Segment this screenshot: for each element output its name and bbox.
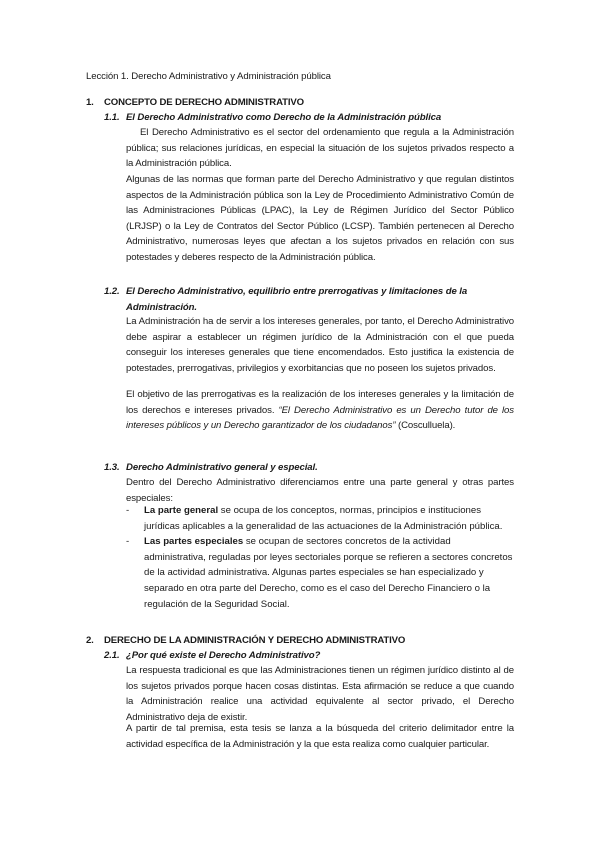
subsection-1-3-heading: [104, 460, 514, 476]
section-number: 2.: [86, 635, 94, 646]
paragraph: La Administración ha de servir a los intereses generales, por tanto, el Derecho Administrativo debe aspirar a establecer un régimen jurídico de la Administración con el que pueda conseguir los intereses generales que tiene encomendados. Esto justifica la existencia de potestades, prerrogativas, privilegios y exorbitancias que no poseen los sujetos privados.: [126, 316, 514, 374]
paragraph: Algunas de las normas que forman parte del Derecho Administrativo y que regulan distintos aspectos de la Administración pública son la Ley de Procedimiento Administrativo Común de las Administraciones Públicas (LPAC), la Ley de Régimen Jurídico del Sector Público (LRJSP) o la Ley de Contratos del Sector Público (LCSP). También pertenecen al Derecho Administrativo, numerosas leyes que afectan a los sujetos privados en relación con sus potestades y deberes respecto de la Administración pública.: [126, 174, 514, 263]
list-item: [126, 534, 514, 612]
subsection-number: 1.3.: [104, 462, 120, 473]
subsection-title: El Derecho Administrativo como Derecho de la Administración pública: [126, 112, 442, 123]
bullet-list: [126, 503, 514, 612]
paragraph: La respuesta tradicional es que las Administraciones tienen un régimen jurídico distinto al de los sujetos privados porque hacen cosas distintas. Esta afirmación se reduce a que cuando la Administración realice una actividad equivalente al sector privado, el Derecho Administrativo deja de existir.: [126, 665, 514, 723]
bullet-text: se ocupan de sectores concretos de la actividad administrativa, reguladas por leyes sectoriales porque se refieren a sectores concretos de la actividad administrativa. Algunas partes especiales se han especializado y separado en otra parte del Derecho, como es el caso del Derecho Financiero o la regulación de la Seguridad Social.: [144, 536, 513, 610]
subsection-number: 2.1.: [104, 650, 120, 661]
section-title: DERECHO DE LA ADMINISTRACIÓN Y DERECHO ADMINISTRATIVO: [104, 635, 406, 646]
section-number: 1.: [86, 97, 94, 108]
subsection-title: Derecho Administrativo general y especial.: [126, 462, 318, 473]
section-1-heading: [86, 95, 304, 111]
subsection-title: El Derecho Administrativo, equilibrio entre prerrogativas y limitaciones de la: [126, 286, 468, 297]
citation: (Cosculluela).: [395, 420, 456, 432]
paragraph: Dentro del Derecho Administrativo diferenciamos entre una parte general y otras partes especiales:: [126, 477, 514, 504]
document-title: Lección 1. Derecho Administrativo y Administración pública: [86, 71, 331, 82]
bullet-dash: -: [126, 536, 130, 548]
paragraph: A partir de tal premisa, esta tesis se lanza a la búsqueda del criterio delimitador entre la actividad específica de la Administración y la que esta realiza como cualquier particular.: [126, 723, 514, 750]
bullet-lead: La parte general: [144, 505, 219, 516]
paragraph: El Derecho Administrativo es el sector del ordenamiento que regula a la Administración pública; sus relaciones jurídicas, en especial la situación de los sujetos privados respecto a la Administración pública.: [126, 127, 514, 170]
bullet-dash: -: [126, 505, 130, 516]
bullet-lead: Las partes especiales: [144, 536, 244, 548]
subsection-1-1-heading: [104, 110, 514, 126]
bullet-text: se ocupa de los conceptos, normas, principios e instituciones jurídicas aplicables a la generalidad de las actuaciones de la Administración pública.: [144, 505, 503, 532]
subsection-title: ¿Por qué existe el Derecho Administrativo?: [126, 650, 321, 661]
paragraph-with-quote: [126, 387, 514, 434]
subsection-1-2-heading: [104, 284, 514, 315]
paragraph-text: El objetivo de las prerrogativas es la realización de los intereses generales y la limitación de los derechos e intereses privados.: [126, 389, 514, 416]
section-title: CONCEPTO DE DERECHO ADMINISTRATIVO: [104, 97, 304, 108]
subsection-2-1-heading: [104, 648, 514, 664]
subsection-number: 1.2.: [104, 286, 120, 297]
list-item: [126, 503, 514, 534]
subsection-number: 1.1.: [104, 112, 120, 123]
subsection-title-continued: Administración.: [126, 301, 197, 313]
quote: “El Derecho Administrativo es un Derecho tutor de los intereses públicos y un Derecho garantizador de los ciudadanos”: [126, 404, 514, 432]
section-2-heading: [86, 633, 405, 649]
